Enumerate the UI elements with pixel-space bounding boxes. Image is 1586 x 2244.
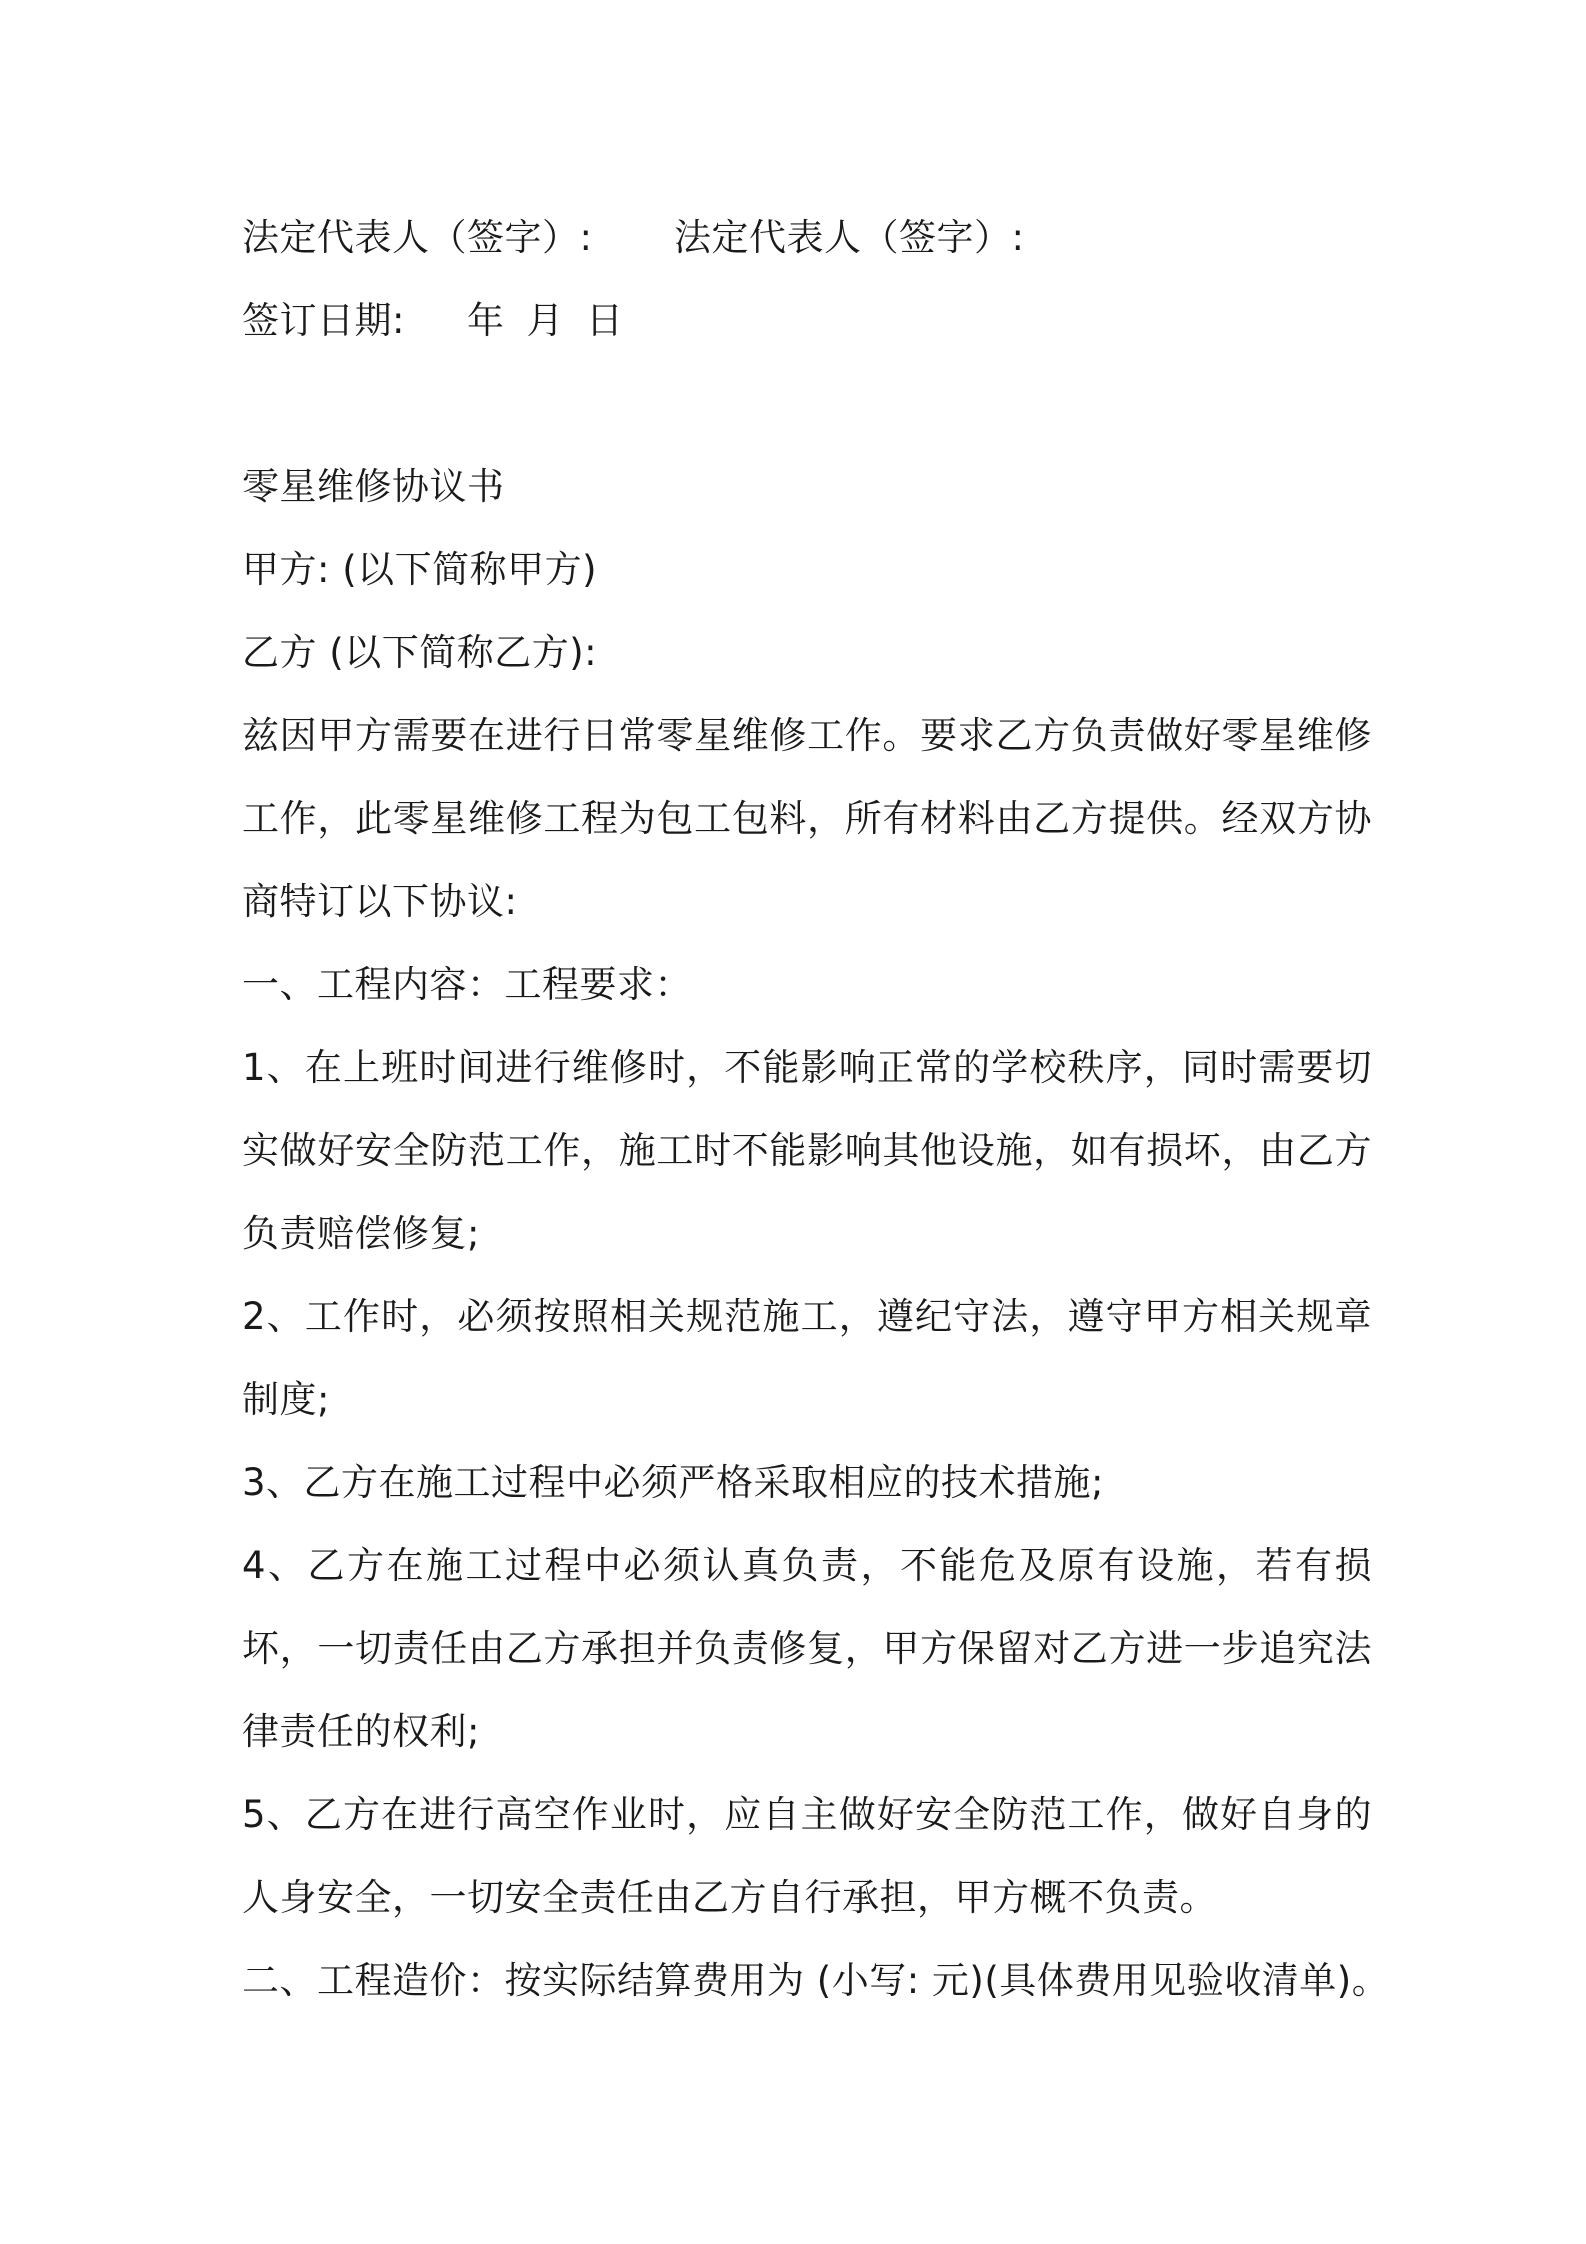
intro-paragraph: 兹因甲方需要在进行日常零星维修工作。要求乙方负责做好零星维修工作，此零星维修工程为包工包料，所有材料由乙方提供。经双方协商特订以下协议: [242,714,1372,923]
document-body [242,196,1390,2022]
party-b-representative-signature: 法定代表人（签字）: [674,216,1025,259]
requirement-item-2: 2、工作时，必须按照相关规范施工，遵纪守法，遵守甲方相关规章制度; [242,1295,1372,1421]
requirement-item-4: 4、乙方在施工过程中必须认真负责，不能危及原有设施，若有损坏，一切责任由乙方承担并负责修复，甲方保留对乙方进一步追究法律责任的权利; [242,1544,1372,1753]
party-a-line: 甲方: (以下简称甲方) [242,548,598,591]
document-title: 零星维修协议书 [242,465,505,508]
signing-date-month: 月 [526,299,564,342]
signing-date-label: 签订日期: [242,299,405,342]
requirement-item-5: 5、乙方在进行高空作业时，应自主做好安全防范工作，做好自身的人身安全，一切安全责任由乙方自行承担，甲方概不负责。 [242,1793,1372,1919]
party-b-line: 乙方 (以下简称乙方): [242,631,598,674]
section-gap [242,362,1372,445]
section-2-project-cost: 二、工程造价：按实际结算费用为 (小写: 元)(具体费用见验收清单)。 [242,1959,1390,2002]
signing-date-day: 日 [585,299,624,342]
section-1-heading: 一、工程内容：工程要求： [242,963,692,1006]
signing-date-year: 年 [466,299,505,342]
party-a-representative-signature: 法定代表人（签字）: [242,216,593,259]
signature-row [242,196,1372,279]
requirement-item-1: 1、在上班时间进行维修时，不能影响正常的学校秩序，同时需要切实做好安全防范工作，施工时不能影响其他设施，如有损坏，由乙方负责赔偿修复; [242,1046,1372,1255]
signing-date-row [242,279,1372,362]
requirement-item-3: 3、乙方在施工过程中必须严格采取相应的技术措施; [242,1461,1105,1504]
